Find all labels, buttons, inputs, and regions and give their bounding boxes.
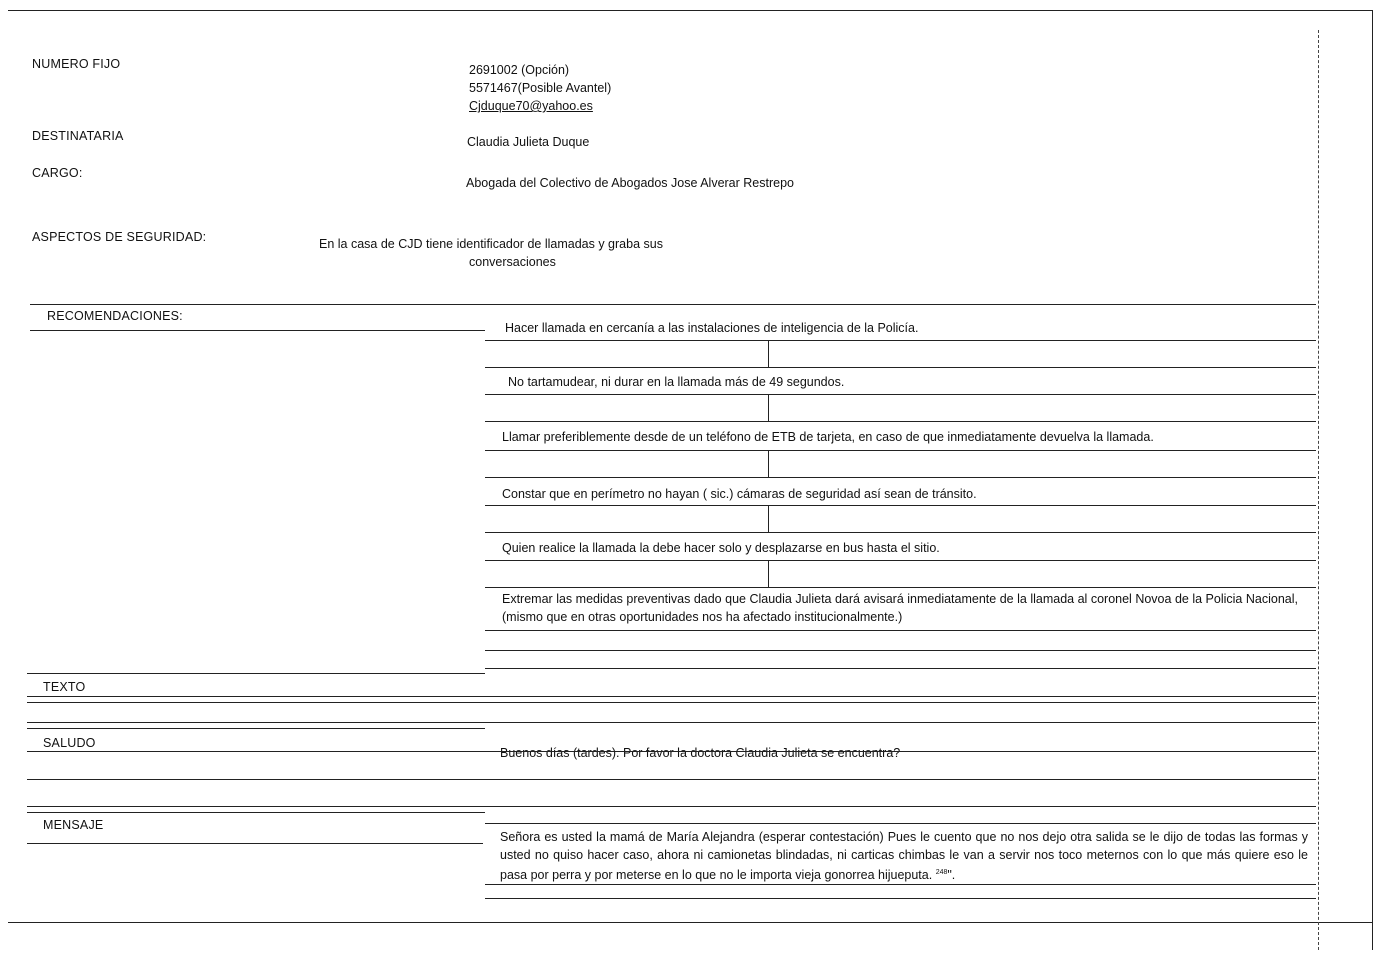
saludo-rule [27, 806, 1316, 807]
row-rule [485, 587, 1316, 588]
row-rule [485, 340, 1316, 341]
row-divider [768, 340, 769, 367]
mensaje-rule [485, 823, 1316, 824]
footnote-marker: 248 [935, 869, 948, 876]
row-rule [485, 668, 1316, 669]
mensaje-value [500, 828, 1308, 884]
texto-rule [27, 722, 1316, 723]
row-rule [485, 560, 1316, 561]
recomendaciones-top-rule [30, 304, 1316, 305]
recomendacion-item-4: Constar que en perímetro no hayan ( sic.) cámaras de seguridad así sean de tránsito. [502, 487, 977, 501]
mensaje-label-rule [27, 843, 483, 844]
row-rule [485, 421, 1316, 422]
row-rule [485, 394, 1316, 395]
mensaje-label: MENSAJE [43, 818, 104, 832]
recomendacion-item-3: Llamar preferiblemente desde de un teléfono de ETB de tarjeta, en caso de que inmediatamente devuelva la llamada. [502, 430, 1154, 444]
numero-fijo-line2: 5571467(Posible Avantel) [469, 81, 612, 95]
recomendacion-item-5: Quien realice la llamada la debe hacer solo y desplazarse en bus hasta el sitio. [502, 541, 940, 555]
row-rule [485, 450, 1316, 451]
texto-label: TEXTO [43, 680, 86, 694]
texto-top-rule [27, 673, 485, 674]
saludo-rule [27, 779, 1316, 780]
recomendacion-item-1: Hacer llamada en cercanía a las instalaciones de inteligencia de la Policía. [505, 321, 919, 335]
mensaje-top-rule [27, 812, 485, 813]
numero-fijo-line1: 2691002 (Opción) [469, 63, 570, 77]
row-rule [485, 477, 1316, 478]
email-link[interactable]: Cjduque70@yahoo.es [469, 99, 593, 113]
saludo-label: SALUDO [43, 736, 96, 750]
row-rule [485, 505, 1316, 506]
seguridad-line2: conversaciones [469, 255, 556, 269]
row-rule [485, 630, 1316, 631]
saludo-value: Buenos días (tardes). Por favor la doctora Claudia Julieta se encuentra? [500, 746, 901, 760]
mensaje-bottom-rule [485, 898, 1316, 899]
frame-top [8, 10, 1372, 11]
destinataria-value: Claudia Julieta Duque [467, 135, 590, 149]
seguridad-label: ASPECTOS DE SEGURIDAD: [32, 230, 207, 244]
recomendaciones-label-rule [30, 330, 485, 331]
recomendaciones-label: RECOMENDACIONES: [47, 309, 183, 323]
recomendacion-item-2: No tartamudear, ni durar en la llamada más de 49 segundos. [508, 375, 845, 389]
saludo-top-rule [27, 728, 485, 729]
row-divider [768, 394, 769, 421]
row-divider [768, 505, 769, 532]
mensaje-text: Señora es usted la mamá de María Alejandra (esperar contestación) Pues le cuento que no nos dejo otra salida se le dijo de todas las formas y usted no quiso hacer caso, ahora ni camionetas blindadas, ni carticas chimbas le van a servir nos toco meternos con lo que más quiere eso le pasa por perra y por meterse en lo que no le importa vieja gonorrea hijueputa. [500, 830, 1308, 883]
destinataria-label: DESTINATARIA [32, 129, 124, 143]
mensaje-end-quote: ". [947, 868, 956, 883]
cargo-value: Abogada del Colectivo de Abogados Jose Alverar Restrepo [466, 176, 794, 190]
texto-rule [27, 696, 1316, 697]
recomendacion-item-6: Extremar las medidas preventivas dado que Claudia Julieta dará avisará inmediatamente de la llamada al coronel Novoa de la Policia Nacional, (mismo que en otras oportunidades nos ha afectado institucionalmente.) [502, 592, 1298, 624]
frame-right [1372, 10, 1373, 950]
row-rule [485, 650, 1316, 651]
row-divider [768, 560, 769, 587]
cargo-label: CARGO: [32, 166, 83, 180]
texto-rule [27, 702, 1316, 703]
row-rule [485, 367, 1316, 368]
mensaje-rule [485, 884, 1316, 885]
seguridad-line1: En la casa de CJD tiene identificador de llamadas y graba sus [319, 237, 663, 251]
row-rule [485, 532, 1316, 533]
frame-bottom [8, 922, 1372, 923]
numero-fijo-label: NUMERO FIJO [32, 57, 121, 71]
saludo-rule [27, 751, 1316, 752]
scan-edge-line [1318, 30, 1319, 950]
row-divider [768, 450, 769, 477]
